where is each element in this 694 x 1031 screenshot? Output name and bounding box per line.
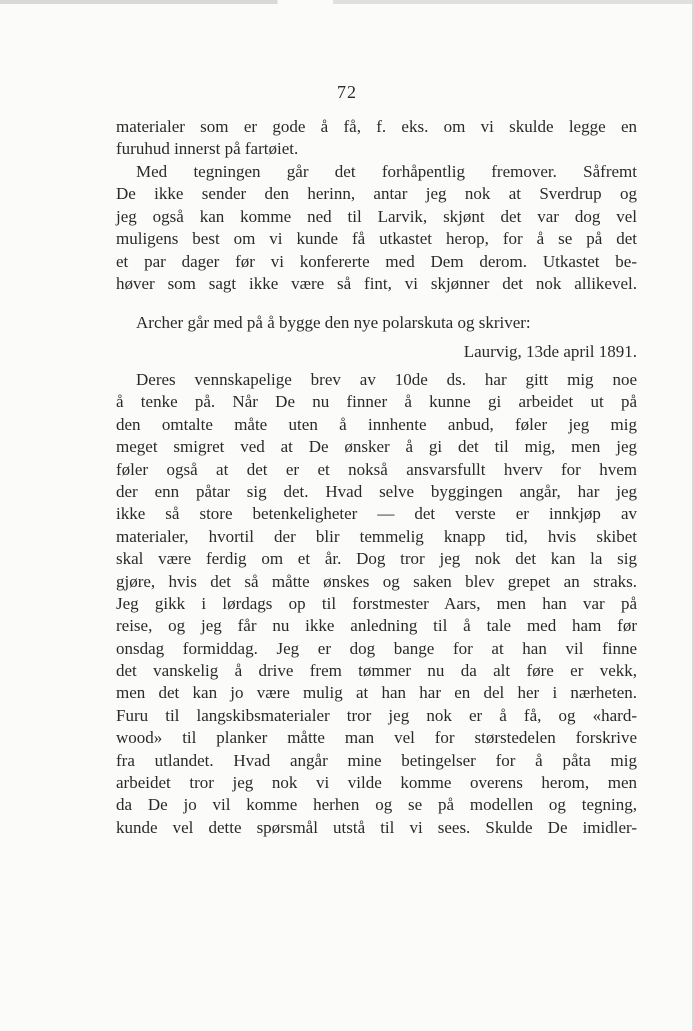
text-line: der enn påtar sig det. Hvad selve byggingen angår, har jeg: [116, 481, 637, 501]
text-line: De ikke sender den herinn, antar jeg nok at Sverdrup og: [116, 184, 637, 204]
intro-paragraph: [116, 312, 637, 334]
text-line: men det kan jo være mulig at han har en del her i nærheten.: [116, 683, 637, 703]
text-line: føler også at det er et nokså ansvarsfullt hverv for hvem: [116, 459, 637, 479]
text-line: furuhud innerst på fartøiet.: [116, 139, 299, 159]
intro-line: Archer går med på å bygge den nye polarskuta og skriver:: [136, 313, 531, 332]
text-line: meget smigret ved at De ønsker å gi det til mig, men jeg: [116, 437, 637, 457]
text-line: skal være ferdig om et år. Dog tror jeg nok det kan la sig: [116, 549, 637, 569]
text-line: gjøre, hvis det så måtte ønskes og saken blev grepet an straks.: [116, 571, 637, 591]
text-line: Deres vennskapelige brev av 10de ds. har gitt mig noe: [136, 370, 637, 389]
text-line: onsdag formiddag. Jeg er dog bange for at han vil finne: [116, 638, 637, 658]
scan-top-edge: [0, 0, 694, 4]
text-line: muligens best om vi kunde få utkastet herop, for å se på det: [116, 229, 637, 249]
text-line: jeg også kan komme ned til Larvik, skjønt det var dog vel: [116, 206, 637, 226]
letter-body: [116, 369, 637, 839]
text-line: Med tegningen går det forhåpentlig fremover. Såfremt: [136, 162, 637, 181]
text-line: Furu til langskibsmaterialer tror jeg nok er å få, og «hard-: [116, 705, 637, 725]
page-number: 72: [337, 82, 357, 102]
text-line: reise, og jeg får nu ikke anledning til å tale med ham før: [116, 616, 637, 636]
text-line: wood» til planker måtte man vel for størstedelen forskrive: [116, 728, 637, 748]
text-line: materialer, hvortil der blir temmelig knapp tid, hvis skibet: [116, 526, 637, 546]
text-line: Jeg gikk i lørdags op til forstmester Aars, men han var på: [116, 593, 637, 613]
text-line: fra utlandet. Hvad angår mine betingelser for å påta mig: [116, 750, 637, 770]
letter-dateline: Laurvig, 13de april 1891.: [463, 342, 637, 361]
text-line: da De jo vil komme herhen og se på modellen og tegning,: [116, 795, 637, 815]
text-line: det vanskelig å drive frem tømmer nu da alt føre er vekk,: [116, 661, 637, 681]
text-line: den omtalte måte uten å innhente anbud, føler jeg mig: [116, 414, 637, 434]
paragraph-2: [116, 161, 637, 295]
dateline-block: [116, 341, 637, 363]
paragraph-1: [116, 116, 637, 161]
text-line: materialer som er gode å få, f. eks. om vi skulde legge en: [116, 117, 637, 136]
text-line: å tenke på. Når De nu finner å kunne gi arbeidet ut på: [116, 392, 637, 412]
text-line: kunde vel dette spørsmål utstå til vi sees. Skulde De imidler-: [116, 817, 637, 837]
text-line: arbeidet tror jeg nok vi vilde komme overens herom, men: [116, 773, 637, 793]
text-line: høver som sagt ikke være så fint, vi skjønner det nok allikevel.: [116, 273, 637, 293]
text-line: et par dager før vi konfererte med Dem derom. Utkastet be-: [116, 251, 637, 271]
text-line: ikke så store betenkeligheter — det verste er innkjøp av: [116, 504, 637, 524]
